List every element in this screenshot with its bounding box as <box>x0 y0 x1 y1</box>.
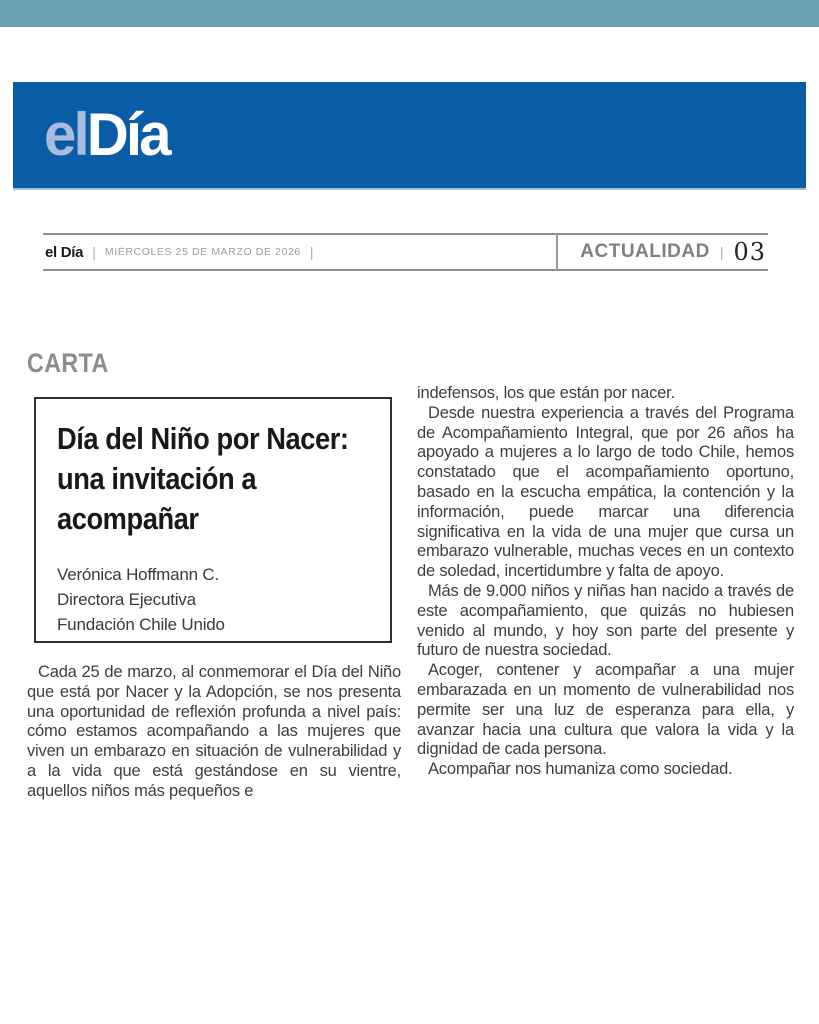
byline-role: Directora Ejecutiva <box>57 590 196 609</box>
masthead-separator: | <box>309 244 314 260</box>
top-teal-bar <box>0 0 819 27</box>
paragraph: Acompañar nos humaniza como sociedad. <box>428 760 733 779</box>
masthead-right <box>580 238 768 266</box>
newspaper-logo <box>13 101 169 168</box>
headline-box <box>34 397 392 643</box>
byline <box>57 562 370 637</box>
headline-line-3: acompañar <box>57 501 199 536</box>
article-right-column <box>417 384 794 780</box>
paragraph: Acoger, contener y acompañar a una mujer embarazada en un momento de vulnerabilidad nos permite ser una luz de esperanza para ella, y avanzar hacia una cultura que valora la vida y la dignidad de cada persona. <box>417 661 794 759</box>
article-kicker: CARTA <box>27 348 109 378</box>
masthead-date: MIÉRCOLES 25 DE MARZO DE 2026 <box>104 246 301 258</box>
newspaper-banner <box>13 82 806 190</box>
article-headline <box>57 419 370 539</box>
logo-dia-text: Día <box>86 101 169 168</box>
article-left-column <box>27 663 401 802</box>
masthead-left <box>43 244 313 261</box>
paragraph: Cada 25 de marzo, al conmemorar el Día del Niño que está por Nacer y la Adopción, se nos presenta una oportunidad de reflexión profunda a nivel país: cómo estamos acompañando a las mujeres que viven un embarazo en situación de vulnerabilidad y a la vida que está gestándose en su vientre, aquellos niños más pequeños e <box>27 663 401 800</box>
headline-line-2: una invitación a <box>57 461 257 496</box>
paragraph: Desde nuestra experiencia a través del Programa de Acompañamiento Integral, que por 26 años ha apoyado a mujeres a lo largo de todo Chile, hemos constatado que el acompañamiento oportuno, basado en la escucha empática, la contención y la información, puede marcar una diferencia significativa en la vida de una mujer que cursa un embarazo vulnerable, muchas veces en un contexto de soledad, incertidumbre y falta de apoyo. <box>417 403 794 581</box>
page-number: 03 <box>733 238 766 266</box>
masthead <box>43 233 768 271</box>
paragraph: Más de 9.000 niños y niñas han nacido a través de este acompañamiento, que quizás no hubiesen venido al mundo, y hoy son parte del presente y futuro de nuestra sociedad. <box>417 581 794 660</box>
byline-organization: Fundación Chile Unido <box>57 615 225 634</box>
paragraph: indefensos, los que están por nacer. <box>417 384 675 402</box>
masthead-separator: | <box>719 244 724 260</box>
masthead-separator: | <box>92 244 96 260</box>
masthead-vertical-divider <box>556 233 558 271</box>
section-label: ACTUALIDAD <box>580 241 710 262</box>
headline-line-1: Día del Niño por Nacer: <box>57 421 349 456</box>
logo-el-text: el <box>44 101 87 168</box>
masthead-paper-name: el Día <box>45 243 84 261</box>
byline-author: Verónica Hoffmann C. <box>57 565 219 584</box>
